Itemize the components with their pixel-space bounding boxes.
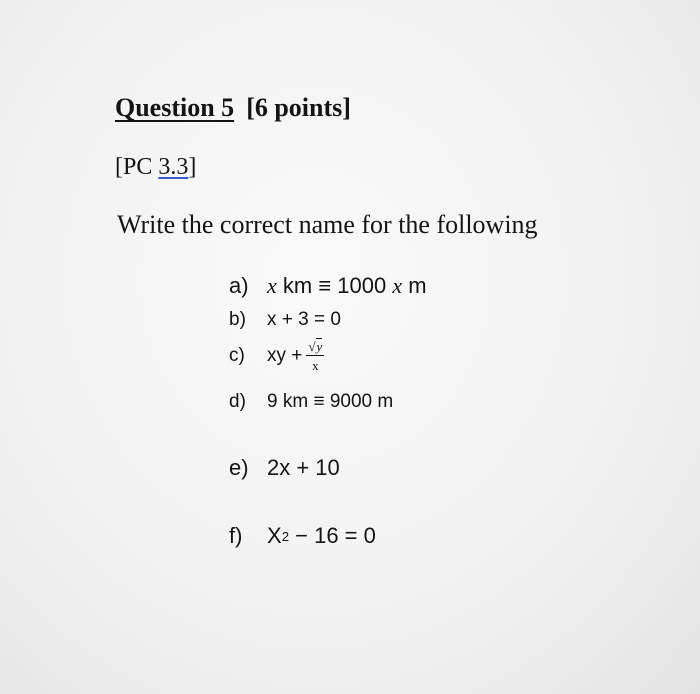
fraction-numerator (306, 340, 324, 356)
question-points: [6 points] (246, 93, 351, 122)
expr-text: km ≡ 1000 (276, 273, 393, 298)
expr-exponent: 2 (281, 528, 290, 544)
question-heading (115, 93, 351, 123)
item-label: e) (229, 455, 249, 480)
expr-variable: x (392, 273, 403, 298)
expr-prefix: xy + (267, 345, 303, 366)
item-label: d) (229, 391, 246, 412)
pc-open: [PC (115, 154, 159, 180)
list-item-d (229, 391, 393, 413)
item-expression: 2x + 10 (267, 455, 340, 480)
expr-text: m (402, 273, 427, 298)
item-label: b) (229, 309, 246, 330)
pc-ref-number: 3.3 (158, 154, 189, 180)
question-label: Question 5 (115, 93, 235, 122)
expr-rest: − 16 = 0 (289, 523, 376, 548)
item-expression: x + 3 = 0 (267, 309, 341, 330)
instruction-text: Write the correct name for the following (117, 210, 538, 239)
expr-base: X (267, 523, 282, 548)
fraction-denominator: x (312, 358, 319, 373)
list-item-e (229, 455, 340, 481)
item-expression (267, 273, 427, 299)
item-expression (267, 340, 324, 372)
pc-close: ] (188, 154, 197, 180)
item-label: f) (229, 523, 243, 548)
list-item-b (229, 309, 341, 331)
list-item-a (229, 273, 427, 299)
item-expression: 9 km ≡ 9000 m (267, 391, 394, 412)
pc-reference (115, 154, 196, 181)
item-label: a) (229, 273, 249, 298)
radical-sign: √ (308, 339, 316, 354)
list-item-c (229, 340, 324, 372)
radicand: y (316, 339, 323, 354)
fraction (306, 340, 324, 372)
list-item-f (229, 523, 376, 549)
expr-variable: x (267, 273, 277, 298)
item-label: c) (229, 345, 245, 366)
item-expression (267, 523, 376, 549)
